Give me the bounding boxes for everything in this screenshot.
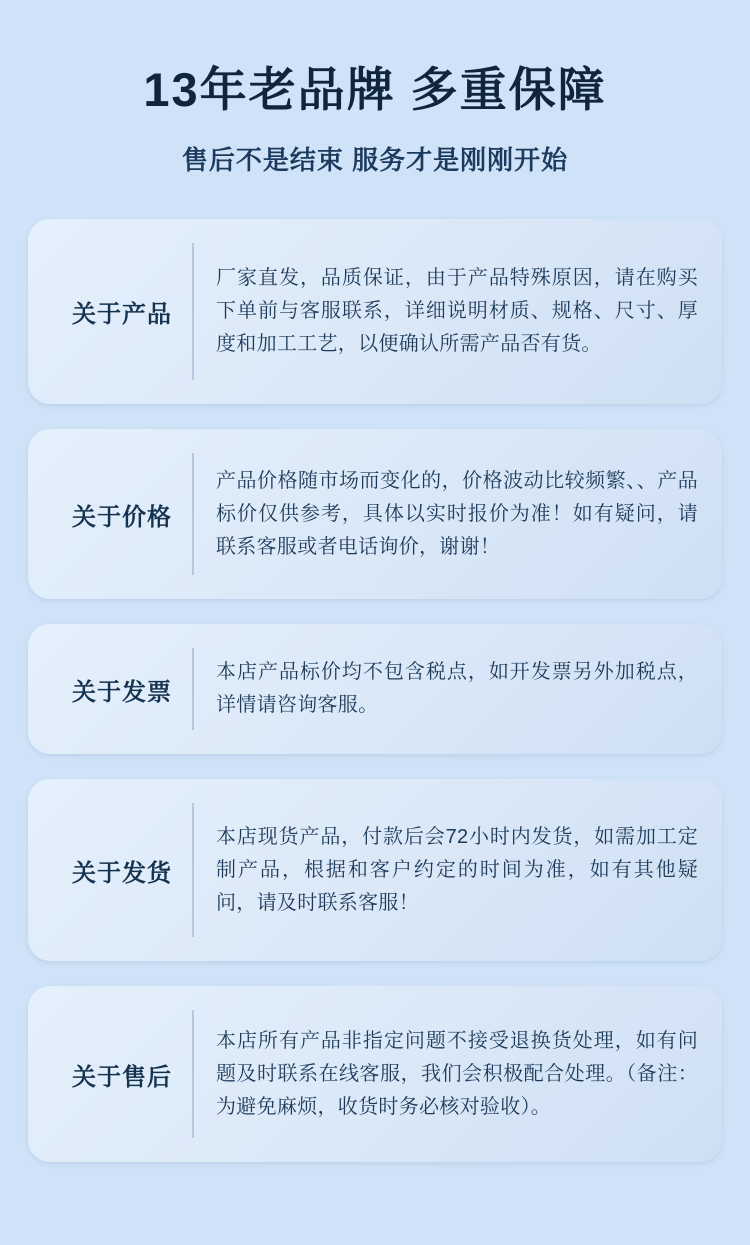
page-subtitle: 售后不是结束 服务才是刚刚开始	[181, 145, 569, 176]
info-card-shipping	[28, 779, 722, 961]
card-text: 产品价格随市场而变化的，价格波动比较频繁、、产品标价仅供参考，具体以实时报价为准！如有疑问，请联系客服或者电话询价，谢谢！	[216, 469, 698, 558]
card-label: 关于售后	[72, 1063, 172, 1091]
card-text: 本店所有产品非指定问题不接受退换货处理，如有问题及时联系在线客服，我们会积极配合处理。（备注：为避免麻烦，收货时务必核对验收）。	[216, 1029, 698, 1118]
info-card-product	[28, 219, 722, 404]
info-card-aftersales	[28, 986, 722, 1162]
card-label: 关于发票	[72, 678, 172, 706]
card-text: 本店现货产品，付款后会72小时内发货，如需加工定制产品，根据和客户约定的时间为准，如有其他疑问，请及时联系客服！	[216, 825, 698, 914]
card-text: 厂家直发，品质保证，由于产品特殊原因，请在购买下单前与客服联系，详细说明材质、规格、尺寸、厚度和加工工艺，以便确认所需产品否有货。	[216, 267, 698, 356]
card-label: 关于发货	[72, 859, 172, 887]
page-header	[28, 0, 722, 177]
card-label: 关于产品	[72, 301, 172, 329]
card-label: 关于价格	[72, 503, 172, 531]
info-card-price	[28, 429, 722, 599]
card-text: 本店产品标价均不包含税点，如开发票另外加税点，详情请咨询客服。	[216, 661, 698, 717]
page-title: 13年老品牌 多重保障	[143, 63, 607, 116]
info-card-invoice	[28, 624, 722, 754]
info-card-list	[28, 219, 722, 1162]
